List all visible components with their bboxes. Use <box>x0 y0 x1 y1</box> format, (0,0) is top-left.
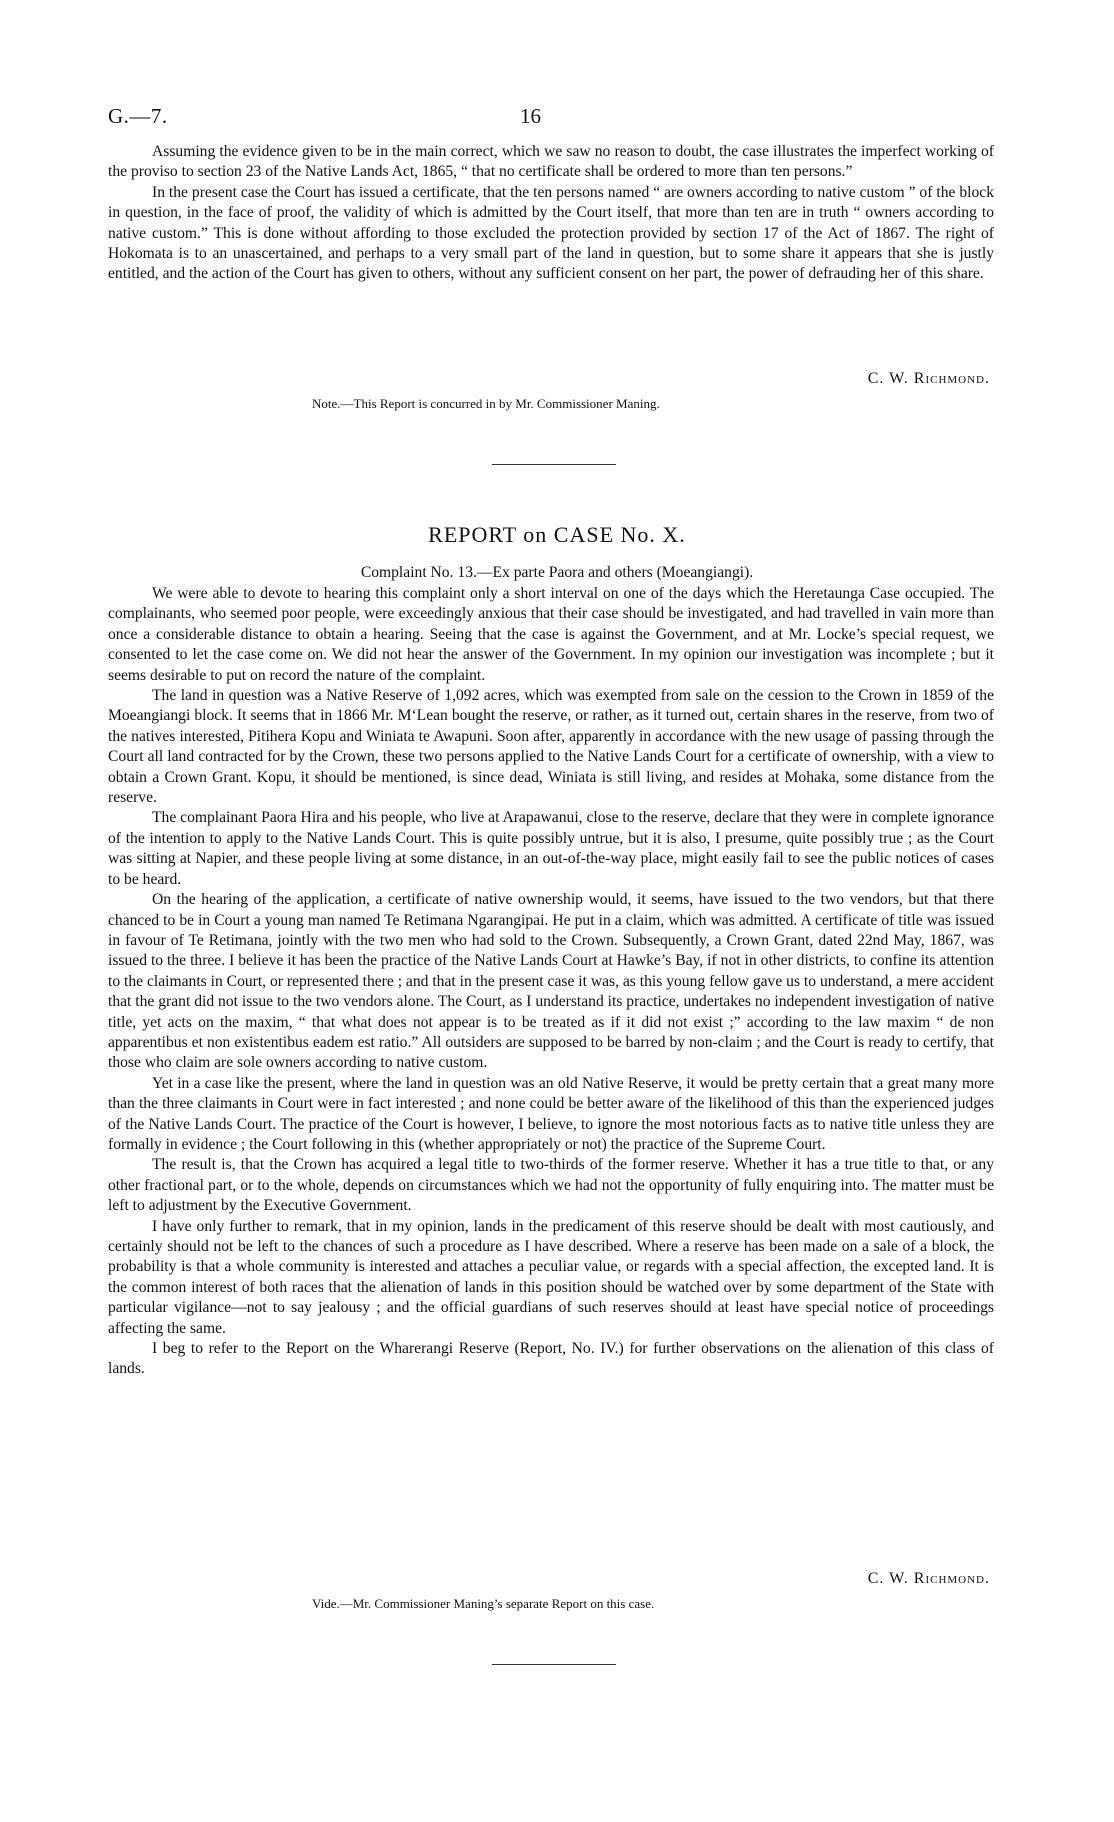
paragraph: In the present case the Court has issued a certificate, that the ten persons named “ are owners according to native custom ” of the block in question, in the face of proof, the validity of which is admitted by the Court itself, that more than ten are in truth “ owners according to native custom.” This is done without affording to those excluded the protection provided by section 17 of the Act of 1867. The right of Hokomata is to an unascertained, and perhaps to a very small part of the land in question, but to some share it appears that she is justly entitled, and the action of the Court has given to others, without any sufficient consent on her part, the power of defrauding her of this share. <box>108 183 994 283</box>
signature: C. W. Richmond. <box>867 1570 990 1587</box>
paragraph: Assuming the evidence given to be in the main correct, which we saw no reason to doubt, the case illustrates the imperfect working of the proviso to section 23 of the Native Lands Act, 1865, “ that no certificate shall be ordered to more than ten persons.” <box>108 143 994 181</box>
page-number: 16 <box>520 104 541 128</box>
note: Note.—This Report is concurred in by Mr. Commissioner Maning. <box>312 396 660 411</box>
paragraph: Yet in a case like the present, where the land in question was an old Native Reserve, it would be pretty certain that a great many more than the three claimants in Court were in fact interested ; and none could be better aware of the likelihood of this than the experienced judges of the Native Lands Court. The practice of the Court is however, I believe, to ignore the most notorious facts as to native title unless they are formally in evidence ; the Court following in this (whether appropriately or not) the practice of the Supreme Court. <box>108 1074 994 1153</box>
paragraph: The complainant Paora Hira and his people, who live at Arapawanui, close to the reserve, declare that they were in complete ignorance of the intention to apply to the Native Lands Court. This is quite possibly untrue, but it is also, I presume, quite possibly true ; as the Court was sitting at Napier, and these people living at some distance, in an out-of-the-way place, might easily fail to see the public notices of cases to be heard. <box>108 809 994 888</box>
paragraph: We were able to devote to hearing this complaint only a short interval on one of the days which the Heretaunga Case occupied. The complainants, who seemed poor people, were exceedingly anxious that their case should be investigated, and had travelled in vain more than once a considerable distance to obtain a hearing. Seeing that the case is against the Government, and at Mr. Locke’s special request, we consented to let the case come on. We did not hear the answer of the Government. In my opinion our investigation was incomplete ; but it seems desirable to put on record the nature of the complaint. <box>108 585 994 684</box>
paragraph: The land in question was a Native Reserve of 1,092 acres, which was exempted from sale on the cession to the Crown in 1859 of the Moeangiangi block. It seems that in 1866 Mr. M‘Lean bought the reserve, or rather, as it turned out, certain shares in the reserve, from two of the natives interested, Pitihera Kopu and Winiata te Awapuni. Soon after, apparently in accordance with the new usage of passing through the Court all land contracted for by the Crown, these two persons applied to the Native Lands Court for a certificate of ownership, with a view to obtain a Crown Grant. Kopu, it should be mentioned, is since dead, Winiata is still living, and resides at Mohaka, some distance from the reserve. <box>108 687 994 807</box>
complaint-line: Complaint No. 13.—Ex parte Paora and others (Moeangiangi). <box>360 564 754 581</box>
signature: C. W. Richmond. <box>867 370 990 387</box>
divider <box>492 464 616 465</box>
divider <box>492 1664 616 1665</box>
paragraph: I have only further to remark, that in my opinion, lands in the predicament of this reserve should be dealt with most cautiously, and certainly should not be left to the chances of such a procedure as I have described. Where a reserve has been made on a sale of a block, the probability is that a whole community is interested and attaches a peculiar value, or regards with a special affection, the excepted land. It is the common interest of both races that the alienation of lands in this position should be watched over by some department of the State with particular vigilance—not to say jealousy ; and the official guardians of such reserves should at least have special notice of proceedings affecting the same. <box>108 1217 994 1337</box>
paragraph: The result is, that the Crown has acquired a legal title to two-thirds of the former reserve. Whether it has a true title to that, or any other fractional part, or to the whole, depends on circumstances which we had not the opportunity of fully enquiring into. The matter must be left to adjustment by the Executive Government. <box>108 1156 994 1215</box>
section2-body <box>108 584 994 1380</box>
paragraph: I beg to refer to the Report on the Wharerangi Reserve (Report, No. IV.) for further observations on the alienation of this class of lands. <box>108 1340 994 1378</box>
report-title: REPORT on CASE No. X. <box>428 522 686 547</box>
paragraph: On the hearing of the application, a certificate of native ownership would, it seems, have issued to the two vendors, but that there chanced to be in Court a young man named Te Retimana Ngarangipai. He put in a claim, which was admitted. A certificate of title was issued in favour of Te Retimana, jointly with the two men who had sold to the Crown. Subsequently, a Crown Grant, dated 22nd May, 1867, was issued to the three. I believe it has been the practice of the Native Lands Court at Hawke’s Bay, if not in other districts, to confine its attention to the claimants in Court, or represented there ; and that in the present case it was, as this young fellow gave us to understand, a mere accident that the grant did not issue to the two vendors alone. The Court, as I understand its practice, undertakes no independent investigation of native title, yet acts on the maxim, “ that what does not appear is to be treated as if it did not exist ;” according to the law maxim “ de non apparentibus et non existentibus eadem est ratio.” All outsiders are supposed to be barred by non-claim ; and the Court is ready to certify, that those who claim are sole owners according to native custom. <box>108 891 994 1072</box>
vide-note: Vide.—Mr. Commissioner Maning’s separate Report on this case. <box>312 1596 655 1611</box>
section1-body <box>108 142 994 285</box>
document-code: G.—7. <box>108 104 168 128</box>
